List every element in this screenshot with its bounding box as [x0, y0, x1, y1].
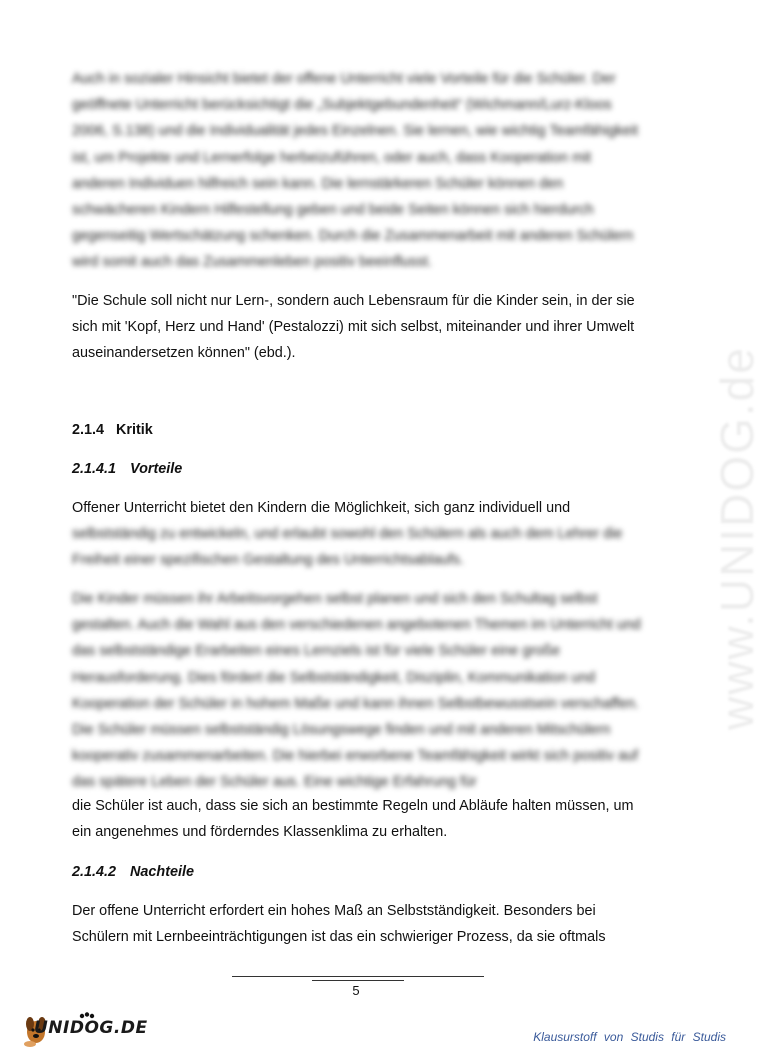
- heading-title: Nachteile: [130, 864, 194, 880]
- paragraph-social-aspects: Auch in sozialer Hinsicht bietet der offene Unterricht viele Vorteile für die Schüler. Der geöffnete Unterricht berücksichtigt die „Subjektgebundenheit“ (Wichmann/Lurz-Kloos 2006, S.138) und die Individualität jedes Einzelnen. Sie lernen, wie wichtig Teamfähigkeit ist, um Projekte und Lernerfolge herbeizuführen, oder auch, dass Kooperation mit anderen Individuen hilfreich sein kann. Die lernstärkeren Schüler können den schwächeren Kindern Hilfestellung geben und beide Seiten können sich hierdurch gegenseitig Wertschätzung schenken. Durch die Zusammenarbeit mit anderen Schülern wird somit auch das Zusammenleben positiv beeinflusst.: [72, 71, 639, 271]
- footer-divider: [232, 976, 484, 977]
- heading-nachteile: [72, 864, 194, 880]
- logo-text: UNIDOG.DE: [34, 1018, 148, 1038]
- page-number: 5: [352, 983, 360, 998]
- slogan: Klausurstoff von Studis für Studis: [533, 1030, 726, 1044]
- heading-number: 2.1.4.2: [72, 864, 117, 880]
- heading-number: 2.1.4: [72, 422, 105, 438]
- paragraph-quote: "Die Schule soll nicht nur Lern-, sondern auch Lebensraum für die Kinder sein, in der sie sich mit 'Kopf, Herz und Hand' (Pestalozzi) mit sich selbst, miteinander und ihrer Umwelt auseinandersetzen können" (ebd.).: [72, 293, 635, 362]
- heading-title: Kritik: [116, 422, 153, 438]
- paragraph-vorteile-blurred: selbstständig zu entwickeln, und erlaubt sowohl den Schülern als auch dem Lehrer die Freiheit einer spezifischen Gestaltung des Unterrichtsablaufs.: [72, 526, 623, 569]
- paragraph-vorteile-line1: Offener Unterricht bietet den Kindern die Möglichkeit, sich ganz individuell und: [72, 500, 571, 516]
- watermark: www.UNIDOG.de: [711, 346, 763, 730]
- paragraph-kinder-blurred: Die Kinder müssen ihr Arbeitsvorgehen selbst planen und sich den Schultag selbst gestalten. Auch die Wahl aus den verschiedenen angebotenen Themen im Unterricht und das selbstständige Erarbeiten eines Lernziels ist für viele Schüler eine große Herausforderung. Dies fördert die Selbstständigkeit, Disziplin, Kommunikation und Kooperation der Schüler in hohem Maße und kann ihnen Selbstbewusstsein verschaffen. Die Schüler müssen selbstständig Lösungswege finden und mit anderen Mitschülern kooperativ zusammenarbeiten. Die hierbei erworbene Teamfähigkeit wirkt sich positiv auf das spätere Leben der Schüler aus. Eine wichtige Erfahrung für: [72, 591, 641, 791]
- footer-divider-short: [312, 980, 404, 981]
- paragraph-kinder-clear: die Schüler ist auch, dass sie sich an bestimmte Regeln und Abläufe halten müssen, um ein angenehmes und förderndes Klassenklima zu erhalten.: [72, 798, 634, 841]
- heading-number: 2.1.4.1: [72, 461, 117, 477]
- heading-kritik: [72, 422, 153, 438]
- paragraph-nachteile: Der offene Unterricht erfordert ein hohes Maß an Selbstständigkeit. Besonders bei Schülern mit Lernbeeinträchtigungen ist das ein schwieriger Prozess, da sie oftmals: [72, 903, 606, 946]
- heading-title: Vorteile: [130, 461, 183, 477]
- heading-vorteile: [72, 461, 182, 477]
